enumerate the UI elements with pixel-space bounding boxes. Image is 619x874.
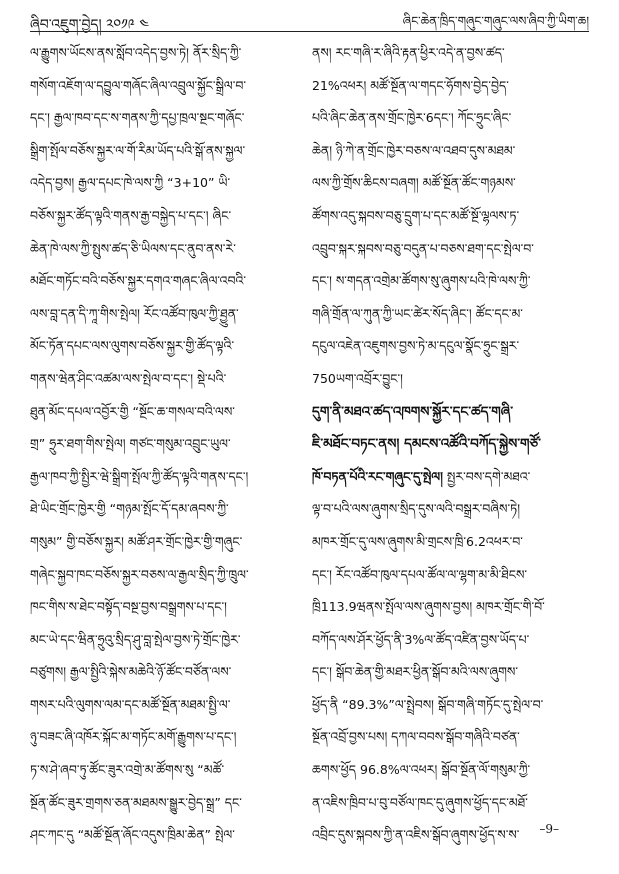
text-line: རྒྱལ་ཁབ་ཀྱི་སྤྱིར་ཝེ་སྒྲིག་སྤོལ་ཀྱི་ཚོད་ལྟའི་གནས་དང་། <box>30 468 249 484</box>
text-line: མང་ཡེ་དང་ཝིན་ཧྲུའུ་སྲིད་ཤུ་བླ་སྤེལ་བྱས་ཏེ་གྲོང་ཁྱེར་ <box>30 631 241 647</box>
page-header <box>30 6 589 33</box>
text-line: མཐོང་གཏོང་བའི་བཅོས་སྐྱར་དགའ་གཞང་ཞིལ་འབའི་ <box>30 273 247 289</box>
text-line: དང་། རྒྱལ་ཁབ་དང་ས་གནས་ཀྱི་དཔྱ་ཁྲལ་སྔང་གཞོང་ <box>30 110 245 126</box>
text-line: གསོག་འཇོག་ལ་དབྱུལ་གཞོང་ཞིལ་འབྲུལ་སྐྱོང་སྒྲིལ་བ་ <box>30 77 246 93</box>
section-heading: དུག་ནི་མཐའ་ཚད་འཁགས་སྐྱོར་དང་ཚད་གཞི་ <box>312 403 514 420</box>
text-line: སྔོན་འབྲོ་བྱས་པས། དཀལ་བབས་སྒོབ་གཞིའི་བཙན་ <box>312 729 520 745</box>
text-line: ཆེན་ཁེ་ལས་ཀྱི་སྤུས་ཚད་ཅི་ཡིལས་དང་ནུབ་ནས་རེ་ <box>30 240 236 256</box>
text-line: ཁྲི113.9ཝནས་སྤོལ་ལས་ཞུགས་བྱས། མཁར་གྲོང་གི་བོ་ <box>312 599 545 615</box>
text-line: བཀོད་ལས་ཤོར་ཕྱོད་ནི་3%ལ་ཚོད་འཛིན་བྱས་ཡོད་པ་ <box>312 631 530 647</box>
text-line: དང་། སྒོབ་ཆེན་གྱི་མཐར་ཕྱིན་སྒོབ་མའི་ལས་ཞུགས་ <box>312 664 518 680</box>
section-heading: ཁོ་བཏན་པོའི་རང་གཞུང་དུ་སྤེལ། <box>312 468 443 484</box>
heading-last-line <box>312 462 591 495</box>
text-line: གཞི་གྲོན་ལ་ཀུན་ཀྱི་ཡང་ཚེར་སོད་ཞིང་། ཚོང་དང་མ་ <box>312 305 523 321</box>
section-heading: ཇི་མཐོང་བཏང་ནས། དམངས་འཚོའི་བཀོད་སྐྱེས་གཙོ་ <box>312 436 541 453</box>
left-column <box>30 38 295 853</box>
text-line: ཚོགས་འདུ་སྐབས་བཅུ་དྲུག་པ་དང་མཚོ་སྔོ་ལྷལས་ཏ་ <box>312 207 520 223</box>
header-divider <box>30 31 589 32</box>
text-line: ནས། རང་གཞི་ར་ཞིའི་རྟན་ཕྱིར་འདེ་ན་བྱས་ཚད་ <box>312 45 505 60</box>
text-line: ལས་ཀྱི་གྲོས་ཆིངས་བཞག། མཚོ་སྔོན་ཚོང་གཉམས་ <box>312 175 516 191</box>
text-line: 750ཡག་འབྲོར་བྱུང་། <box>312 370 403 386</box>
text-line: གནས་ཝེན་ཤིང་འཚམ་ལས་སྤེལ་བ་དང་། སྡེ་པའི་ <box>30 370 227 386</box>
text-line: འབྲིང་དུས་སྐབས་ཀྱི་ན་འཇིས་སྒོབ་ཞུགས་ཕྱོད་ས་ས་ <box>312 827 520 843</box>
text-line: ཐུན་མོང་དཔལ་འབྱོར་གྱི “སྔོང་ཆ་གསལ་བའི་ལས་ <box>30 403 235 419</box>
text-line: གྲ” ཧྲུར་ཐག་གིས་སྤེལ། གཙང་གསུམ་འབྲུང་ཡུལ་ <box>30 436 231 452</box>
text-line: ལྟ་བ་པའི་ལས་ཞུགས་སྲིད་དུས་ལའི་བསྒྲར་བཞིས་ཏེ། <box>312 501 520 517</box>
text-line: མོང་ཏོན་དཔང་ལས་ལུགས་བཅོས་སྐྱར་གྱི་ཚོད་ལྟའི་ <box>30 338 235 354</box>
text-line: ཉུ་བཟང་ཞི་འཁོར་སྐོང་མ་གཏོང་མགོ་རྒྱུགས་པ་དང་། <box>30 729 237 745</box>
text-line: དངུལ་འཇེན་འཇུགས་བྱས་ཏེ་མ་དངུལ་སྣོང་ཧྲུང་སྒྲར་ <box>312 338 520 354</box>
text-line: ཤང་ཀང་དུ “མཚོ་སྔོན་ཞོང་འདུས་ཁྲིམ་ཆེན” སྤེལ་ <box>30 827 235 843</box>
journal-title: ཞིབ་འཇུག་བྱེད། ༢༠༡༩ ༤ <box>30 17 149 33</box>
text-line: ཆེན། ཉི་ཀེ་ན་གྲོང་ཁྱེར་བཅས་ལ་འཐབ་དུས་མཐམ་ <box>312 142 516 158</box>
right-column <box>312 38 591 853</box>
text-line: འབྲུབ་སྐར་སྐབས་བཅུ་བདུན་པ་བཅས་ཐག་དང་སྤེལ་བ་ <box>312 240 534 256</box>
text-line: ལས་བླ་དན་དི་ཀཱ་གིས་སྤེལ། རོང་འཚོབ་ཁུལ་ཀྱི་ཐྱུན་ <box>30 305 239 321</box>
text-line: ལ་རྒྱུགས་ཡོངས་ནས་སློབ་འདེད་བྱས་ཏེ། ནོར་སྲིད་ཀྱི་ <box>30 45 242 60</box>
text-line: སྒྲིག་སྤོལ་བཅོས་སྐྱར་ལ་གོ་རིམ་ཡོད་པའི་སྒོ་ནས་སྐྱལ་ <box>30 142 246 158</box>
text-line: ཆགས་ཕྱོད 96.8%ལ་འཕར། སྒོབ་སྔོན་ལོ་གསུམ་ཀྱི་ <box>312 762 531 778</box>
text-line: ཐེ་ཡིང་གྲོང་ཁྱེར་གྱི “གཉམ་སྤོང་དོ་དམ་ཞབས་ཀྱི་ <box>30 501 229 517</box>
text-line: སྔོན་ཚོང་ཟུར་གྲགས་ཅན་མཐམས་སྒྱུར་བྱེད་སྒྲ” དང་ <box>30 794 242 810</box>
text-line: ན་འཇིས་ཁྲིབ་པ་བུ་བཙོལ་ཁང་དུ་ཞུགས་ཕྱོད་དང་མཐོ་ <box>312 794 528 810</box>
text-line: ཏ་ས་ཤེ་ཞབ་ཏུ་ཚོང་ཟུར་འགྲེ་མ་ཚོགས་སུ “མཚོ་ <box>30 762 225 778</box>
text-line: བཅོས་སྐྱར་ཚོད་ལྟའི་གནས་རྒྱ་བསྐྱེད་པ་དང་། ཞིང་ <box>30 207 232 223</box>
text-line: དང་། ས་གདན་འགྲེམ་ཚོགས་སུ་ཞུགས་པའི་ཁེ་ལས་ཀྱི་ <box>312 273 531 289</box>
page-number: –9– <box>539 822 559 836</box>
text-line: གསར་པའི་ལུགས་ལམ་དང་མཚོ་སྔོན་མཐམ་སྤྱི་ལ་ <box>30 696 231 712</box>
text-line: ཕྱོད་ནི “89.3%”ལ་སྤྲེབས། སྒོབ་གཞི་གཏོང་དུ་སྤེལ་བ་ <box>312 696 544 712</box>
heading-tail-text: སྤྱར་བས་དགེ་མཐའ་ <box>446 468 531 484</box>
text-line: ཁང་གིས་ས་ཐེང་བསྟོད་བསྔ་བྱས་བསྒྲགས་པ་དང་། <box>30 599 227 615</box>
text-line: མཁར་གྲོང་དུ་ལས་ཞུགས་མི་གྲངས་ཁྲི་6.2འཕར་བ་ <box>312 533 523 549</box>
text-line: བཙུགས། རྒྱལ་སྤྱིའི་སྐེས་མཆེའི་ཉོ་ཚོང་བཙོན་ལས་ <box>30 664 232 680</box>
section-title: ཞིང་ཆེན་ཁྲིད་གཞུང་གཞུང་ལས་ཞིབ་ཀྱི་ཡིག་ཆ། <box>402 14 589 28</box>
text-line: པའི་ཞིང་ཆེན་ནས་གྲོང་ཁྱེར་6དང་། ཀོང་ཧྲུང་ཞིང་ <box>312 110 512 126</box>
text-line: གསུམ” གྱི་བཅོས་སྐྱར། མཚོ་ཤར་གྲོང་ཁྱེར་གྱི་གཞུང་ <box>30 533 243 549</box>
text-line: དང་། རོང་འཚོབ་ཁུལ་དཔལ་ཚོལ་ལ་ལྷག་མ་མི་ཐིངས་ <box>312 566 528 582</box>
text-line: གཞེང་སྐྱབ་ཁང་བཅོས་སྐྱར་བཅས་ལ་རྒྱལ་སྲིད་ཀྱི་ཁྲུལ་ <box>30 566 249 582</box>
text-line: འདེད་བྱས། རྒྱལ་དཔང་ཁེ་ལས་ཀྱི “3+10” ཡི་ <box>30 175 231 191</box>
text-line: 21%འཕར། མཚོ་སྔོན་ལ་གདང་ཧོགས་བྱེད་བྱེད་ <box>312 77 509 93</box>
